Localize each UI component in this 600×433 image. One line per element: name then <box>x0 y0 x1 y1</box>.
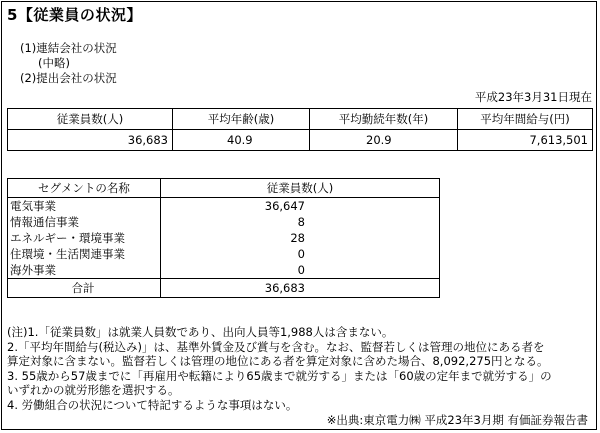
table-header-row <box>8 109 593 130</box>
subtitle-omitted: (中略) <box>38 56 70 70</box>
segment-count: 28 <box>161 230 440 246</box>
segment-name: エネルギー・環境事業 <box>8 230 161 246</box>
subtitle-company: (2)提出会社の状況 <box>20 71 117 85</box>
total-label: 合計 <box>8 279 161 298</box>
table-row <box>8 214 440 230</box>
segment-count: 8 <box>161 214 440 230</box>
notes <box>7 325 597 412</box>
segment-name: 住環境・生活関連事業 <box>8 246 161 262</box>
segment-name: 情報通信事業 <box>8 214 161 230</box>
table-row <box>8 198 440 215</box>
employee-summary-table <box>7 108 593 151</box>
note-line: 算定対象に含まない。監督若しくは管理の地位にある者を算定対象に含めた場合、8,092,275円となる。 <box>7 354 549 368</box>
header-average-age: 平均年齢(歳) <box>173 109 310 130</box>
segment-count: 36,647 <box>161 198 440 215</box>
table-total-row <box>8 279 440 298</box>
source-citation: ※出典:東京電力㈱ 平成23年3月期 有価証券報告書 <box>326 413 588 427</box>
note-line: 4. 労働組合の状況について特記するような事項はない。 <box>7 397 298 412</box>
note-line: (注)1.「従業員数」は就業人員数であり、出向人員等1,988人は含まない。 <box>7 325 394 339</box>
table-row <box>8 230 440 246</box>
segment-count: 0 <box>161 246 440 262</box>
header-average-salary: 平均年間給与(円) <box>458 109 593 130</box>
document-frame <box>1 1 597 430</box>
value-average-tenure: 20.9 <box>310 130 458 151</box>
table-row <box>8 262 440 279</box>
note-line: 3. 55歳から57歳までに「再雇用や転籍により65歳まで就労する」または「60歳の定年まで就労する」の <box>7 368 552 383</box>
note-line: いずれかの就労形態を選択する。 <box>7 383 180 397</box>
header-average-tenure: 平均勤続年数(年) <box>310 109 458 130</box>
header-employees: 従業員数(人) <box>8 109 173 130</box>
segment-count: 0 <box>161 262 440 279</box>
section-title: 5【従業員の状況】 <box>7 6 142 24</box>
note-line: 2.「平均年間給与(税込み)」は、基準外賃金及び賞与を含む。なお、監督若しくは管理の地位にある者を <box>7 339 545 354</box>
segment-name: 電気事業 <box>8 198 161 215</box>
table-header-row <box>8 179 440 198</box>
total-value: 36,683 <box>161 279 440 298</box>
table-row <box>8 246 440 262</box>
value-average-age: 40.9 <box>173 130 310 151</box>
as-of-date: 平成23年3月31日現在 <box>474 90 592 104</box>
value-employees: 36,683 <box>8 130 173 151</box>
segment-name: 海外事業 <box>8 262 161 279</box>
header-segment-count: 従業員数(人) <box>161 179 440 198</box>
subtitle-consolidated: (1)連結会社の状況 <box>20 41 117 55</box>
value-average-salary: 7,613,501 <box>458 130 593 151</box>
segment-table <box>7 178 440 298</box>
table-row <box>8 130 593 151</box>
header-segment-name: セグメントの名称 <box>8 179 161 198</box>
